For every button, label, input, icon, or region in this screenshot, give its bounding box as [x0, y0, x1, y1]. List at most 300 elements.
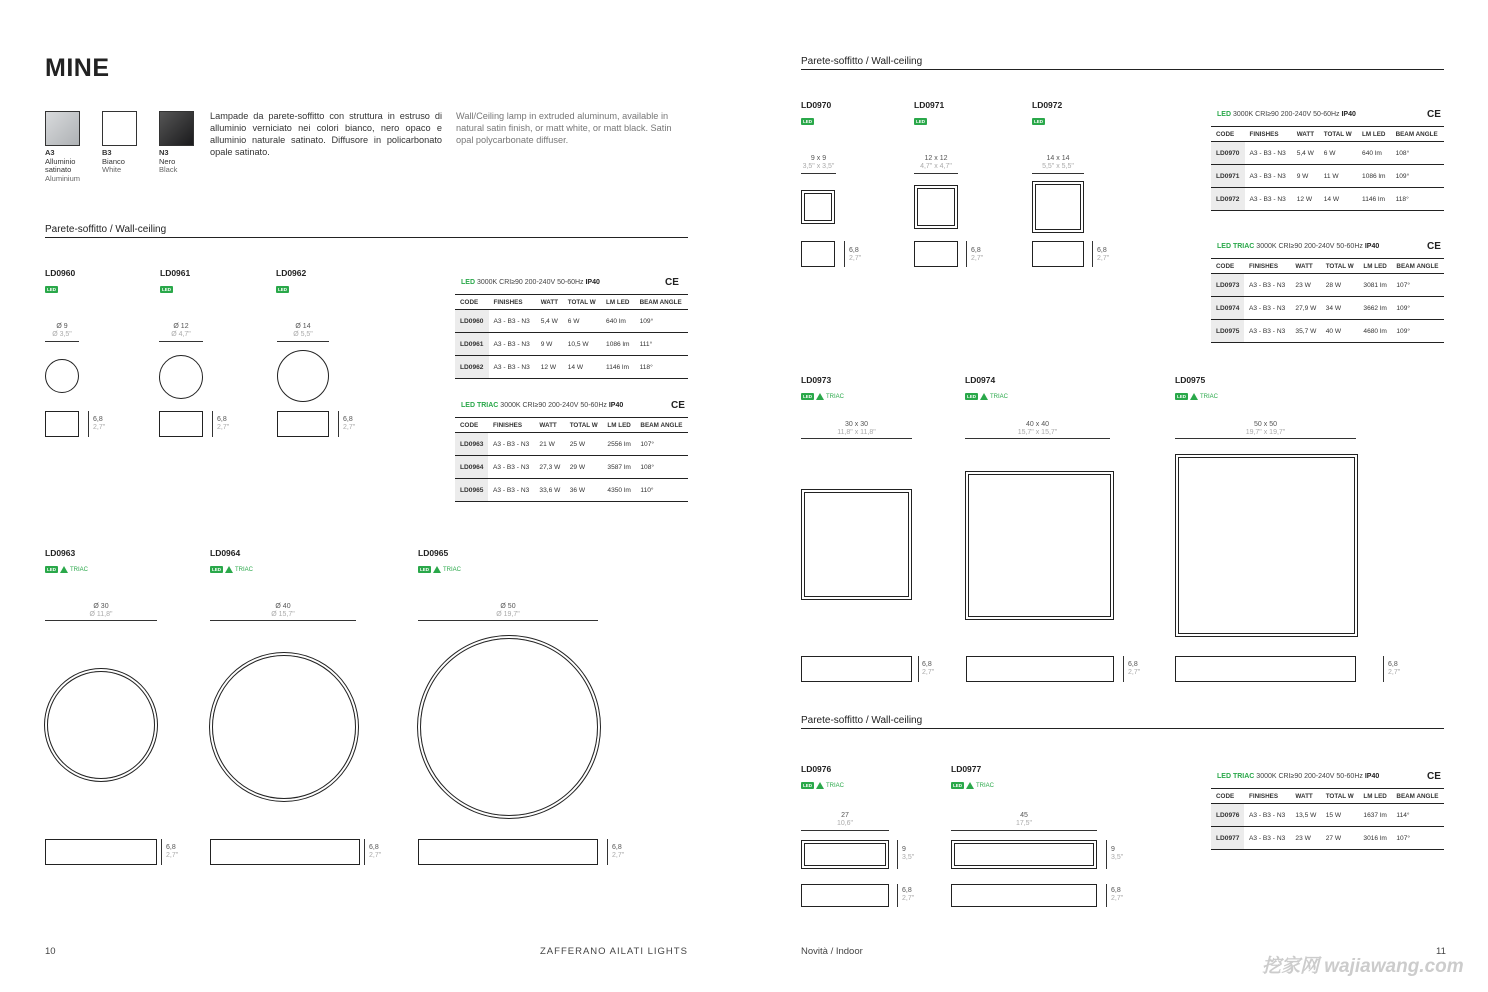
dimension-line	[965, 438, 1110, 439]
column-header: CODE	[455, 295, 489, 310]
product-ld0974	[965, 375, 1008, 406]
lamp-side-view	[418, 839, 598, 865]
column-header: FINISHES	[488, 418, 534, 433]
dim-in: 2,7"	[1388, 669, 1401, 676]
dim-in: 2,7"	[1097, 255, 1110, 262]
dim-in: 2,7"	[849, 255, 862, 262]
table-cell: 27 W	[1321, 827, 1359, 850]
ce-mark: CE	[1427, 109, 1441, 120]
column-header: FINISHES	[1244, 259, 1290, 274]
column-header: WATT	[536, 295, 563, 310]
lamp-top-view	[801, 489, 912, 600]
led-type: LED TRIAC	[1217, 773, 1255, 780]
table-cell: A3 - B3 - N3	[1244, 274, 1290, 297]
product-code: LD0965	[418, 548, 449, 558]
led-spec: 3000K CRI≥90 200-240V 50-60Hz	[500, 402, 607, 409]
swatch-name-en: Aluminium	[45, 173, 81, 183]
dimension-line	[914, 173, 958, 174]
table-row	[1211, 188, 1444, 211]
table-triac-header	[1217, 773, 1379, 780]
table-cell: 6 W	[563, 310, 601, 333]
section-title: Parete-soffitto / Wall-ceiling	[45, 224, 167, 235]
column-header: FINISHES	[489, 295, 536, 310]
length-label	[951, 812, 1097, 828]
table-row	[455, 456, 688, 479]
column-header: TOTAL W	[563, 295, 601, 310]
height-label	[902, 887, 914, 903]
diameter-label	[210, 603, 356, 619]
led-badge: LED	[47, 567, 56, 573]
table-cell: 40 W	[1321, 320, 1359, 343]
table-row	[1211, 165, 1444, 188]
table-cell: A3 - B3 - N3	[489, 310, 536, 333]
led-type: LED	[461, 279, 475, 286]
diameter-label	[45, 323, 79, 339]
swatch-code: B3	[102, 148, 112, 157]
spec-table	[1211, 126, 1444, 211]
page-number-left: 10	[45, 946, 56, 957]
table-cell: 118°	[635, 356, 688, 379]
dim-in: 2,7"	[369, 852, 382, 859]
led-badge: LED	[1034, 119, 1043, 125]
height-label	[217, 416, 229, 432]
dim-cm: 14 x 14	[1046, 155, 1070, 162]
dimension-line	[1175, 438, 1356, 439]
table-cell: 5,4 W	[1292, 142, 1319, 165]
lamp-top-view	[951, 840, 1097, 869]
dimension-line	[210, 620, 356, 621]
lamp-top-view	[277, 350, 329, 402]
dim-cm: 6,8	[343, 416, 353, 423]
lamp-side-view	[914, 241, 958, 267]
dim-in: 2,7"	[922, 669, 935, 676]
dim-cm: 40 x 40	[1026, 421, 1049, 428]
swatch-n3	[159, 111, 204, 175]
table-cell: 1146 lm	[601, 356, 635, 379]
dimension-line	[951, 830, 1097, 831]
column-header: WATT	[1290, 259, 1320, 274]
table-cell: 107°	[1391, 827, 1444, 850]
dimension-label	[1032, 155, 1084, 171]
height-label	[343, 416, 355, 432]
height-bar	[1383, 656, 1384, 682]
height-label	[369, 844, 381, 860]
dim-in: 2,7"	[93, 424, 106, 431]
spec-table	[1211, 788, 1444, 850]
swatch-b3-color	[102, 111, 137, 146]
dim-cm: 9 x 9	[810, 155, 827, 162]
table-cell: 11 W	[1319, 165, 1357, 188]
lamp-top-view	[965, 471, 1114, 620]
product-code: LD0973	[801, 375, 832, 385]
triac-icon	[966, 782, 974, 789]
dim-in: 4,7" x 4,7"	[920, 163, 952, 170]
column-header: TOTAL W	[1321, 259, 1359, 274]
table-cell: 5,4 W	[536, 310, 563, 333]
table-cell: LD0974	[1211, 297, 1244, 320]
led-spec: 3000K CRI≥90 200-240V 50-60Hz	[476, 279, 584, 286]
table-cell: 12 W	[1292, 188, 1319, 211]
product-code: LD0976	[801, 764, 832, 774]
lamp-side-view	[45, 839, 157, 865]
dim-cm: 6,8	[849, 247, 859, 254]
column-header: FINISHES	[1244, 789, 1290, 804]
diameter-label	[277, 323, 329, 339]
lamp-top-view	[801, 840, 889, 869]
height-bar	[1092, 241, 1093, 267]
table-cell: A3 - B3 - N3	[1244, 297, 1290, 320]
dim-in: 17,5"	[1015, 820, 1033, 827]
table-cell: 9 W	[1292, 165, 1319, 188]
product-ld0976	[801, 764, 844, 795]
page-title: MINE	[45, 54, 110, 82]
section-rule	[801, 728, 1444, 729]
height-label	[1388, 661, 1400, 677]
dim-cm: Ø 30	[93, 603, 109, 610]
dim-cm: 6,8	[369, 844, 379, 851]
diameter-label	[45, 603, 157, 619]
table-header-row	[455, 295, 688, 310]
dim-in: 2,7"	[1111, 895, 1124, 902]
triac-icon	[816, 782, 824, 789]
led-spec: 3000K CRI≥90 200-240V 50-60Hz	[1256, 243, 1363, 250]
table-cell: 25 W	[565, 433, 603, 456]
table-cell: 34 W	[1321, 297, 1359, 320]
triac-label: TRIAC	[826, 782, 844, 789]
table-led-header	[1217, 111, 1356, 118]
lamp-top-view	[801, 190, 835, 224]
led-type: LED	[1217, 111, 1231, 118]
table-cell: A3 - B3 - N3	[489, 356, 536, 379]
table-cell: 3016 lm	[1358, 827, 1391, 850]
table-led-header	[461, 279, 600, 286]
dimension-line	[801, 173, 836, 174]
lamp-side-view	[1175, 656, 1356, 682]
dimension-line	[1032, 173, 1084, 174]
triac-icon	[1190, 393, 1198, 400]
table-cell: A3 - B3 - N3	[1245, 188, 1292, 211]
triac-icon	[225, 566, 233, 573]
led-type: LED TRIAC	[1217, 243, 1255, 250]
brand-footer: ZAFFERANO AILATI LIGHTS	[540, 946, 688, 957]
lamp-top-view	[212, 655, 356, 799]
product-code: LD0964	[210, 548, 241, 558]
dimension-line	[418, 620, 598, 621]
section-title: Parete-soffitto / Wall-ceiling	[801, 56, 923, 67]
column-header: LM LED	[601, 295, 635, 310]
dim-cm: 12 x 12	[924, 155, 948, 162]
watermark: 挖家网 wajiawang.com	[1262, 956, 1464, 977]
ip-rating: IP40	[608, 402, 624, 409]
lamp-top-view	[45, 359, 79, 393]
table-cell: 640 lm	[1357, 142, 1391, 165]
triac-label: TRIAC	[976, 782, 994, 789]
length-label	[801, 812, 889, 828]
product-code: LD0974	[965, 375, 996, 385]
column-header: TOTAL W	[1319, 127, 1357, 142]
table-cell: 2556 lm	[602, 433, 635, 456]
swatch-name: Nero	[159, 156, 176, 166]
height-bar	[918, 656, 919, 682]
table-cell: 23 W	[1290, 827, 1320, 850]
section-rule	[45, 237, 688, 238]
ce-mark: CE	[671, 400, 685, 411]
table-cell: 109°	[1391, 320, 1444, 343]
height-label	[849, 247, 861, 263]
swatch-b3	[102, 111, 147, 175]
table-cell: 3587 lm	[602, 456, 635, 479]
dim-cm: Ø 40	[275, 603, 291, 610]
table-cell: 14 W	[563, 356, 601, 379]
product-code: LD0972	[1032, 100, 1063, 110]
table-cell: LD0972	[1211, 188, 1245, 211]
dim-in: 15,7" x 15,7"	[1017, 429, 1058, 436]
table-row	[1211, 804, 1444, 827]
triac-label: TRIAC	[443, 566, 461, 573]
table-cell: 108°	[635, 456, 688, 479]
swatch-name-en: White	[102, 165, 122, 174]
table-row	[1211, 320, 1444, 343]
product-ld0964	[210, 548, 253, 579]
product-ld0971	[914, 100, 944, 131]
table-cell: 109°	[1391, 297, 1444, 320]
table-cell: LD0976	[1211, 804, 1244, 827]
height-bar	[607, 839, 608, 865]
dim-in: Ø 4,7"	[171, 331, 191, 338]
table-row	[1211, 142, 1444, 165]
column-header: BEAM ANGLE	[1391, 127, 1444, 142]
height-bar	[161, 839, 162, 865]
dim-in: Ø 3,5"	[52, 331, 72, 338]
width-label	[902, 846, 914, 862]
table-cell: 108°	[1391, 142, 1444, 165]
table-cell: LD0970	[1211, 142, 1245, 165]
dim-cm: 6,8	[1097, 247, 1107, 254]
table-cell: A3 - B3 - N3	[1244, 827, 1290, 850]
triac-label: TRIAC	[235, 566, 253, 573]
column-header: CODE	[455, 418, 488, 433]
height-bar	[364, 839, 365, 865]
dim-cm: Ø 50	[500, 603, 516, 610]
dim-in: 2,7"	[902, 895, 915, 902]
dim-in: Ø 19,7"	[496, 611, 520, 618]
height-bar	[966, 241, 967, 267]
table-cell: LD0963	[455, 433, 488, 456]
column-header: LM LED	[602, 418, 635, 433]
height-bar	[844, 241, 845, 267]
dim-cm: Ø 9	[56, 323, 68, 330]
table-cell: 4680 lm	[1358, 320, 1391, 343]
dim-cm: 6,8	[902, 887, 912, 894]
table-row	[455, 310, 688, 333]
table-cell: A3 - B3 - N3	[1245, 142, 1292, 165]
dim-cm: 30 x 30	[845, 421, 868, 428]
width-label	[1111, 846, 1123, 862]
product-ld0961	[160, 268, 190, 299]
table-cell: 640 lm	[601, 310, 635, 333]
table-cell: A3 - B3 - N3	[488, 479, 534, 502]
product-code: LD0963	[45, 548, 76, 558]
ip-rating: IP40	[585, 279, 600, 286]
table-row	[1211, 827, 1444, 850]
height-bar	[338, 411, 339, 437]
diameter-label	[418, 603, 598, 619]
lamp-side-view	[1032, 241, 1084, 267]
dim-in: 10,6"	[836, 820, 854, 827]
table-cell: 1086 lm	[601, 333, 635, 356]
swatch-code: N3	[159, 148, 169, 157]
table-cell: 109°	[1391, 165, 1444, 188]
dim-cm: 27	[841, 812, 849, 819]
column-header: FINISHES	[1245, 127, 1292, 142]
dimension-line	[801, 438, 912, 439]
table-cell: 4350 lm	[602, 479, 635, 502]
dim-cm: 45	[1020, 812, 1028, 819]
led-spec: 3000K CRI≥90 200-240V 50-60Hz	[1232, 111, 1340, 118]
table-header-row	[455, 418, 688, 433]
column-header: LM LED	[1358, 259, 1391, 274]
table-cell: 114°	[1391, 804, 1444, 827]
column-header: WATT	[534, 418, 564, 433]
table-cell: A3 - B3 - N3	[488, 433, 534, 456]
table-cell: 27,3 W	[534, 456, 564, 479]
dim-in: 11,8" x 11,8"	[837, 429, 876, 436]
dim-in: 2,7"	[612, 852, 625, 859]
table-cell: 118°	[1391, 188, 1444, 211]
height-label	[166, 844, 178, 860]
table-row	[455, 333, 688, 356]
column-header: WATT	[1290, 789, 1320, 804]
led-badge: LED	[278, 287, 287, 293]
table-cell: A3 - B3 - N3	[1244, 804, 1290, 827]
triac-label: TRIAC	[1200, 393, 1218, 400]
lamp-top-view	[1032, 181, 1084, 233]
table-cell: 33,6 W	[534, 479, 564, 502]
product-ld0970	[801, 100, 831, 131]
dimension-label	[1175, 421, 1356, 437]
dimension-line	[45, 341, 79, 342]
swatch-code: A3	[45, 148, 55, 157]
diameter-label	[159, 323, 203, 339]
lamp-side-view	[801, 656, 912, 682]
dimension-label	[914, 155, 958, 171]
product-code: LD0971	[914, 100, 945, 110]
ce-mark: CE	[1427, 771, 1441, 782]
dim-cm: Ø 12	[173, 323, 189, 330]
dim-in: 19,7" x 19,7"	[1245, 429, 1286, 436]
table-cell: LD0971	[1211, 165, 1245, 188]
table-cell: 13,5 W	[1290, 804, 1320, 827]
triac-label: TRIAC	[990, 393, 1008, 400]
table-row	[1211, 274, 1444, 297]
dim-cm: 6,8	[1388, 661, 1398, 668]
dim-in: Ø 5,5"	[293, 331, 313, 338]
table-cell: 21 W	[534, 433, 564, 456]
swatch-name-en: Black	[159, 165, 178, 174]
dimension-line	[801, 830, 889, 831]
lamp-side-view	[45, 411, 79, 437]
table-cell: LD0962	[455, 356, 489, 379]
dimension-line	[277, 341, 329, 342]
description-en: Wall/Ceiling lamp in extruded aluminum, available in natural satin finish, or matt white, or matt black. Satin opal polycarbonate diffuser.	[456, 111, 672, 145]
led-badge: LED	[1177, 394, 1186, 400]
table-cell: LD0965	[455, 479, 488, 502]
table-cell: LD0977	[1211, 827, 1244, 850]
spec-table	[455, 417, 688, 502]
product-code: LD0977	[951, 764, 982, 774]
table-header-row	[1211, 127, 1444, 142]
column-header: BEAM ANGLE	[635, 418, 688, 433]
dim-cm: 6,8	[1128, 661, 1138, 668]
led-badge: LED	[803, 394, 812, 400]
product-ld0963	[45, 548, 88, 579]
section-title: Parete-soffitto / Wall-ceiling	[801, 715, 923, 726]
ip-rating: IP40	[1364, 773, 1380, 780]
table-cell: LD0960	[455, 310, 489, 333]
column-header: LM LED	[1357, 127, 1391, 142]
dim-in: Ø 11,8"	[89, 611, 113, 618]
column-header: CODE	[1211, 259, 1244, 274]
swatch-n3-color	[159, 111, 194, 146]
lamp-side-view	[210, 839, 360, 865]
table-cell: 6 W	[1319, 142, 1357, 165]
height-label	[612, 844, 624, 860]
table-cell: 110°	[635, 479, 688, 502]
table-cell: A3 - B3 - N3	[488, 456, 534, 479]
dim-cm: 6,8	[217, 416, 227, 423]
triac-label: TRIAC	[70, 566, 88, 573]
height-label	[1097, 247, 1109, 263]
led-badge: LED	[162, 287, 171, 293]
dim-cm: 6,8	[166, 844, 176, 851]
product-ld0975	[1175, 375, 1218, 406]
table-cell: 35,7 W	[1290, 320, 1320, 343]
table-cell: 27,9 W	[1290, 297, 1320, 320]
dim-in: 5,5" x 5,5"	[1042, 163, 1074, 170]
dim-cm: 6,8	[971, 247, 981, 254]
table-cell: 107°	[635, 433, 688, 456]
swatch-name: Alluminio satinato	[45, 156, 76, 174]
dim-cm: 9	[1111, 846, 1115, 853]
product-ld0977	[951, 764, 994, 795]
table-cell: 3081 lm	[1358, 274, 1391, 297]
triac-icon	[980, 393, 988, 400]
page-number-right: 11	[1436, 946, 1446, 957]
triac-icon	[60, 566, 68, 573]
swatch-name: Bianco	[102, 156, 125, 166]
lamp-top-view	[47, 671, 155, 779]
dim-cm: Ø 14	[295, 323, 311, 330]
dim-in: 3,5" x 3,5"	[802, 163, 835, 170]
ip-rating: IP40	[1341, 111, 1356, 118]
spec-table	[1211, 258, 1444, 343]
dim-in: 2,7"	[166, 852, 179, 859]
table-row	[455, 356, 688, 379]
table-cell: LD0961	[455, 333, 489, 356]
table-row	[455, 433, 688, 456]
table-cell: 36 W	[565, 479, 603, 502]
swatch-a3-color	[45, 111, 80, 146]
table-cell: 107°	[1391, 274, 1444, 297]
product-ld0962	[276, 268, 306, 299]
dimension-line	[159, 341, 203, 342]
dimension-label	[801, 155, 836, 171]
height-bar	[897, 884, 898, 907]
height-bar	[1106, 840, 1107, 869]
product-code: LD0970	[801, 100, 832, 110]
table-cell: A3 - B3 - N3	[489, 333, 536, 356]
led-badge: LED	[420, 567, 429, 573]
